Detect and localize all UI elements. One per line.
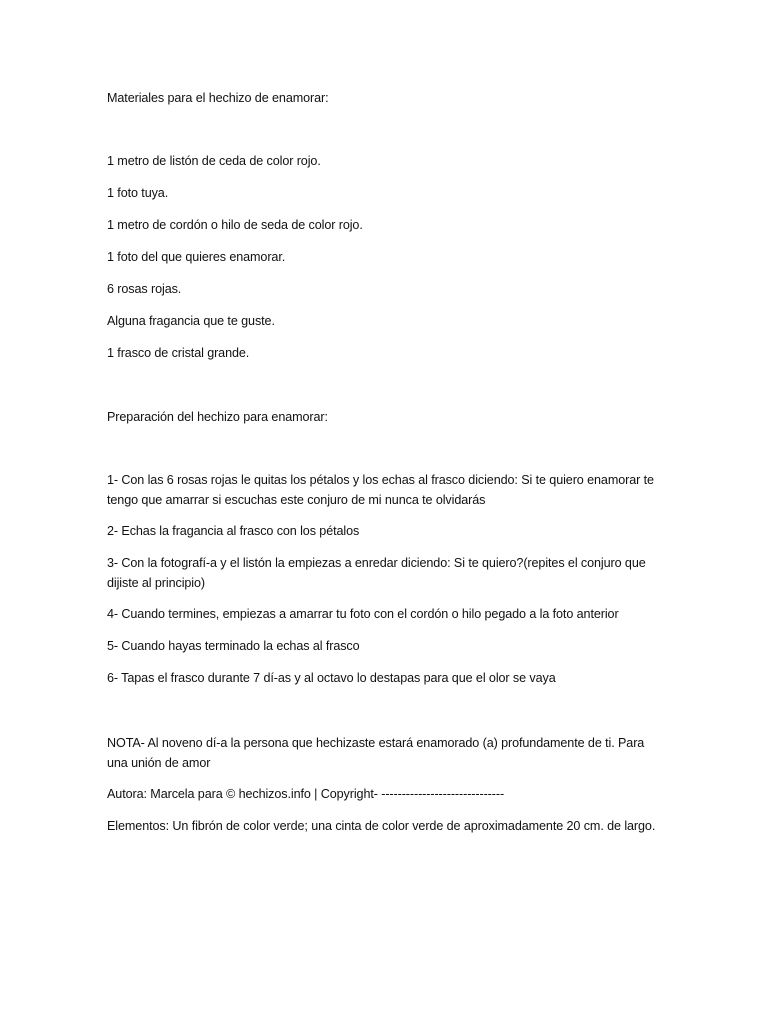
note-paragraph: NOTA- Al noveno dí-a la persona que hechizaste estará enamorado (a) profundamente de ti. Para una unión de amor	[107, 736, 648, 770]
elements-paragraph: Elementos: Un fibrón de color verde; una cinta de color verde de aproximadamente 20 cm. de largo.	[107, 819, 656, 833]
material-item: 1 metro de cordón o hilo de seda de color rojo.	[107, 218, 363, 232]
step-item: 4- Cuando termines, empiezas a amarrar tu foto con el cordón o hilo pegado a la foto anterior	[107, 607, 619, 621]
material-item: 1 metro de listón de ceda de color rojo.	[107, 154, 321, 168]
material-item: 1 foto del que quieres enamorar.	[107, 250, 286, 264]
material-item: 1 frasco de cristal grande.	[107, 346, 250, 360]
material-item: 1 foto tuya.	[107, 186, 169, 200]
step-item: 3- Con la fotografí-a y el listón la empiezas a enredar diciendo: Si te quiero?(repites el conjuro que dijiste al principio)	[107, 556, 650, 590]
step-item: 2- Echas la fragancia al frasco con los pétalos	[107, 524, 360, 538]
step-item: 5- Cuando hayas terminado la echas al frasco	[107, 639, 360, 653]
materials-heading: Materiales para el hechizo de enamorar:	[107, 91, 329, 105]
step-item: 1- Con las 6 rosas rojas le quitas los pétalos y los echas al frasco diciendo: Si te quiero enamorar te tengo que amarrar si escuchas este conjuro de mi nunca te olvidarás	[107, 473, 658, 507]
step-item: 6- Tapas el frasco durante 7 dí-as y al octavo lo destapas para que el olor se vaya	[107, 671, 556, 685]
author-line: Autora: Marcela para © hechizos.info | Copyright- ------------------------------	[107, 787, 505, 801]
material-item: 6 rosas rojas.	[107, 282, 182, 296]
preparation-heading: Preparación del hechizo para enamorar:	[107, 410, 328, 424]
material-item: Alguna fragancia que te guste.	[107, 314, 275, 328]
